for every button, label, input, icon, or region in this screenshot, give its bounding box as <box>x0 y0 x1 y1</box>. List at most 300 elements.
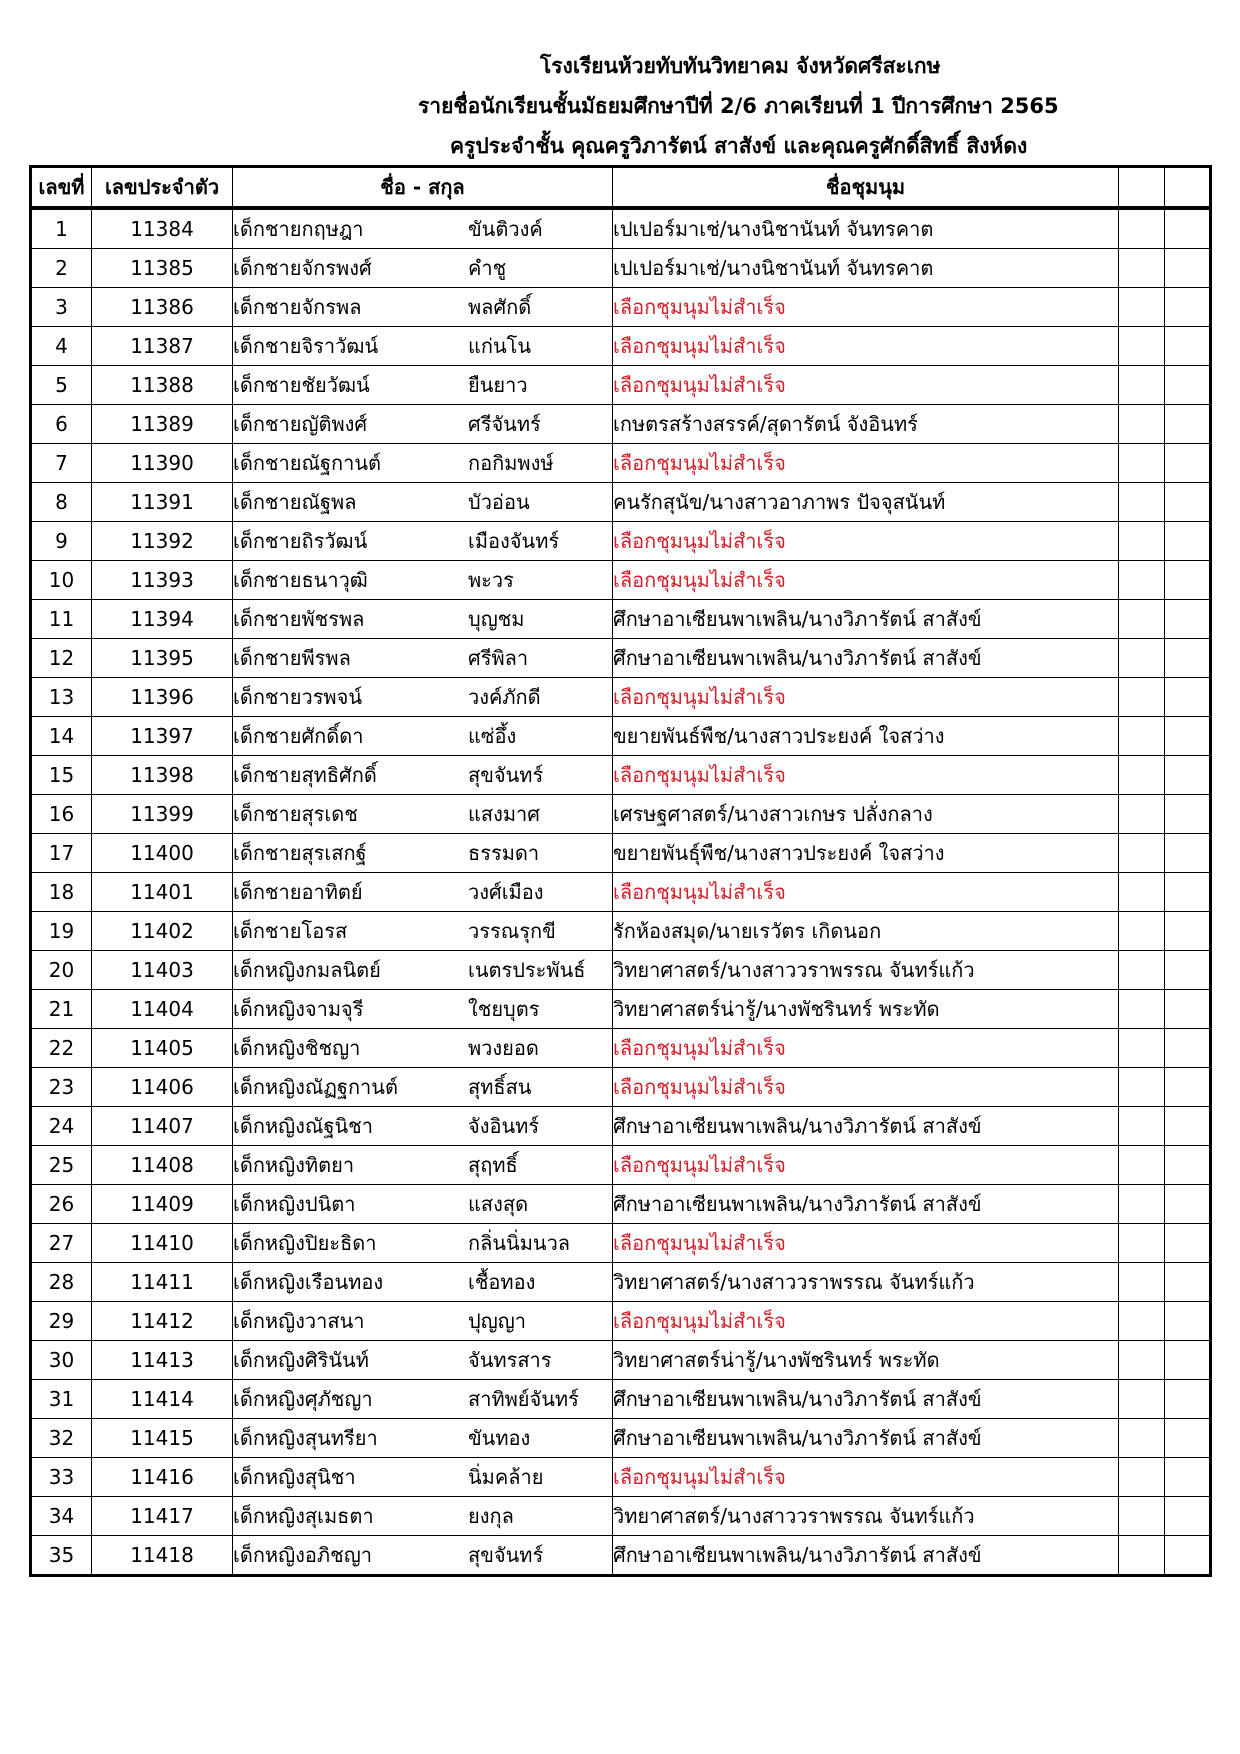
last-name: สุทธิ์สน <box>468 1075 532 1099</box>
blank-cell-2 <box>1165 249 1211 288</box>
blank-cell-1 <box>1119 208 1165 249</box>
last-name: จันทรสาร <box>468 1348 552 1372</box>
student-roster-table <box>29 165 1212 1577</box>
club-name: เปเปอร์มาเช่/นางนิชานันท์ จันทรคาต <box>613 249 1119 288</box>
table-row <box>31 639 1211 678</box>
table-row <box>31 444 1211 483</box>
blank-cell-1 <box>1119 1146 1165 1185</box>
row-number: 12 <box>31 639 92 678</box>
student-name <box>233 795 613 834</box>
table-row <box>31 600 1211 639</box>
student-id: 11389 <box>92 405 233 444</box>
last-name: เนตรประพันธ์ <box>468 958 586 982</box>
table-row <box>31 249 1211 288</box>
blank-cell-1 <box>1119 600 1165 639</box>
row-number: 9 <box>31 522 92 561</box>
club-name: เลือกชุมนุมไม่สำเร็จ <box>613 327 1119 366</box>
first-name: เด็กชายพีรพล <box>233 646 351 670</box>
last-name: พลศักดิ์ <box>468 295 532 319</box>
blank-cell-1 <box>1119 639 1165 678</box>
row-number: 5 <box>31 366 92 405</box>
col-header-number: เลขที่ <box>31 167 92 209</box>
blank-cell-2 <box>1165 1458 1211 1497</box>
student-id: 11396 <box>92 678 233 717</box>
student-name <box>233 990 613 1029</box>
row-number: 28 <box>31 1263 92 1302</box>
row-number: 19 <box>31 912 92 951</box>
blank-cell-2 <box>1165 756 1211 795</box>
student-name <box>233 873 613 912</box>
blank-cell-1 <box>1119 1302 1165 1341</box>
blank-cell-1 <box>1119 366 1165 405</box>
student-name <box>233 1107 613 1146</box>
table-row <box>31 1302 1211 1341</box>
first-name: เด็กชายจักรพล <box>233 295 362 319</box>
club-name: ศึกษาอาเซียนพาเพลิน/นางวิภารัตน์ สาสังข์ <box>613 639 1119 678</box>
first-name: เด็กชายศักดิ์ดา <box>233 724 364 748</box>
blank-cell-1 <box>1119 561 1165 600</box>
blank-cell-2 <box>1165 639 1211 678</box>
blank-cell-1 <box>1119 1458 1165 1497</box>
club-name: คนรักสุนัข/นางสาวอาภาพร ปัจจุสนันท์ <box>613 483 1119 522</box>
student-id: 11406 <box>92 1068 233 1107</box>
first-name: เด็กหญิงชิชญา <box>233 1036 361 1060</box>
first-name: เด็กชายสุรเดช <box>233 802 358 826</box>
student-name <box>233 1497 613 1536</box>
club-name: เลือกชุมนุมไม่สำเร็จ <box>613 873 1119 912</box>
club-name: เลือกชุมนุมไม่สำเร็จ <box>613 1029 1119 1068</box>
first-name: เด็กหญิงกมลนิตย์ <box>233 958 381 982</box>
blank-cell-1 <box>1119 1497 1165 1536</box>
last-name: กอกิมพงษ์ <box>468 451 554 475</box>
last-name: ใชยบุตร <box>468 997 540 1021</box>
student-id: 11384 <box>92 208 233 249</box>
student-name <box>233 327 613 366</box>
last-name: แก่นโน <box>468 334 532 358</box>
row-number: 18 <box>31 873 92 912</box>
table-row <box>31 1458 1211 1497</box>
student-id: 11407 <box>92 1107 233 1146</box>
student-id: 11400 <box>92 834 233 873</box>
student-name <box>233 951 613 990</box>
blank-cell-2 <box>1165 483 1211 522</box>
row-number: 17 <box>31 834 92 873</box>
blank-cell-1 <box>1119 249 1165 288</box>
last-name: คำชู <box>468 256 507 280</box>
first-name: เด็กชายพัชรพล <box>233 607 365 631</box>
row-number: 34 <box>31 1497 92 1536</box>
student-name <box>233 405 613 444</box>
blank-cell-2 <box>1165 1029 1211 1068</box>
club-name: ศึกษาอาเซียนพาเพลิน/นางวิภารัตน์ สาสังข์ <box>613 600 1119 639</box>
table-row <box>31 1497 1211 1536</box>
student-name <box>233 1419 613 1458</box>
blank-cell-1 <box>1119 1341 1165 1380</box>
row-number: 35 <box>31 1536 92 1576</box>
table-row <box>31 873 1211 912</box>
student-id: 11401 <box>92 873 233 912</box>
last-name: สุขจันทร์ <box>468 763 544 787</box>
student-name <box>233 1458 613 1497</box>
blank-cell-1 <box>1119 1029 1165 1068</box>
col-header-student-id: เลขประจำตัว <box>92 167 233 209</box>
col-header-blank-2 <box>1165 167 1211 209</box>
student-id: 11387 <box>92 327 233 366</box>
row-number: 21 <box>31 990 92 1029</box>
row-number: 1 <box>31 208 92 249</box>
last-name: ยงกุล <box>468 1504 514 1528</box>
row-number: 23 <box>31 1068 92 1107</box>
col-header-name: ชื่อ - สกุล <box>233 167 613 209</box>
school-title: โรงเรียนห้วยทับทันวิทยาคม จังหวัดศรีสะเกษ <box>540 54 941 78</box>
club-name: เลือกชุมนุมไม่สำเร็จ <box>613 366 1119 405</box>
row-number: 30 <box>31 1341 92 1380</box>
last-name: สาทิพย์จันทร์ <box>468 1387 579 1411</box>
club-name: เปเปอร์มาเช่/นางนิชานันท์ จันทรคาต <box>613 208 1119 249</box>
first-name: เด็กชายจักรพงศ์ <box>233 256 372 280</box>
last-name: แสงมาศ <box>468 802 540 826</box>
student-id: 11388 <box>92 366 233 405</box>
first-name: เด็กชายอาทิตย์ <box>233 880 363 904</box>
blank-cell-2 <box>1165 366 1211 405</box>
table-row <box>31 1107 1211 1146</box>
blank-cell-1 <box>1119 1380 1165 1419</box>
student-name <box>233 1068 613 1107</box>
blank-cell-2 <box>1165 1185 1211 1224</box>
student-name <box>233 561 613 600</box>
first-name: เด็กชายณัฐกานต์ <box>233 451 382 475</box>
student-name <box>233 912 613 951</box>
club-name: เศรษฐศาสตร์/นางสาวเกษร ปลั่งกลาง <box>613 795 1119 834</box>
first-name: เด็กชายญัติพงศ์ <box>233 412 368 436</box>
student-name <box>233 208 613 249</box>
student-id: 11402 <box>92 912 233 951</box>
blank-cell-1 <box>1119 444 1165 483</box>
row-number: 32 <box>31 1419 92 1458</box>
row-number: 20 <box>31 951 92 990</box>
first-name: เด็กหญิงปนิตา <box>233 1192 356 1216</box>
blank-cell-2 <box>1165 1536 1211 1576</box>
club-name: เลือกชุมนุมไม่สำเร็จ <box>613 1224 1119 1263</box>
table-row <box>31 912 1211 951</box>
blank-cell-1 <box>1119 1068 1165 1107</box>
last-name: วงศ์เมือง <box>468 880 544 904</box>
club-name: เลือกชุมนุมไม่สำเร็จ <box>613 1068 1119 1107</box>
student-id: 11405 <box>92 1029 233 1068</box>
row-number: 27 <box>31 1224 92 1263</box>
table-row <box>31 1068 1211 1107</box>
row-number: 15 <box>31 756 92 795</box>
student-id: 11411 <box>92 1263 233 1302</box>
row-number: 10 <box>31 561 92 600</box>
last-name: วงค์ภักดี <box>468 685 541 709</box>
blank-cell-1 <box>1119 522 1165 561</box>
last-name: วรรณรุกขี <box>468 919 556 943</box>
table-row <box>31 951 1211 990</box>
first-name: เด็กหญิงอภิชญา <box>233 1543 372 1567</box>
blank-cell-2 <box>1165 561 1211 600</box>
student-id: 11410 <box>92 1224 233 1263</box>
row-number: 24 <box>31 1107 92 1146</box>
table-row <box>31 1380 1211 1419</box>
student-id: 11394 <box>92 600 233 639</box>
blank-cell-1 <box>1119 951 1165 990</box>
student-id: 11403 <box>92 951 233 990</box>
blank-cell-2 <box>1165 1263 1211 1302</box>
blank-cell-1 <box>1119 756 1165 795</box>
student-name <box>233 678 613 717</box>
club-name: ศึกษาอาเซียนพาเพลิน/นางวิภารัตน์ สาสังข์ <box>613 1380 1119 1419</box>
last-name: นิ่มคล้าย <box>468 1465 544 1489</box>
first-name: เด็กชายสุรเสกฐ์ <box>233 841 367 865</box>
table-body <box>31 208 1211 1576</box>
blank-cell-2 <box>1165 834 1211 873</box>
student-name <box>233 288 613 327</box>
row-number: 26 <box>31 1185 92 1224</box>
last-name: เมืองจันทร์ <box>468 529 560 553</box>
blank-cell-1 <box>1119 873 1165 912</box>
last-name: บัวอ่อน <box>468 490 530 514</box>
first-name: เด็กหญิงจามจุรี <box>233 997 364 1021</box>
col-header-club: ชื่อชุมนุม <box>613 167 1119 209</box>
last-name: เชื้อทอง <box>468 1270 536 1294</box>
student-id: 11385 <box>92 249 233 288</box>
student-id: 11417 <box>92 1497 233 1536</box>
student-name <box>233 1263 613 1302</box>
first-name: เด็กชายจิราวัฒน์ <box>233 334 379 358</box>
blank-cell-1 <box>1119 717 1165 756</box>
blank-cell-2 <box>1165 951 1211 990</box>
blank-cell-2 <box>1165 873 1211 912</box>
first-name: เด็กหญิงปิยะธิดา <box>233 1231 377 1255</box>
last-name: สุฤทธิ์ <box>468 1153 518 1177</box>
blank-cell-2 <box>1165 678 1211 717</box>
first-name: เด็กชายชัยวัฒน์ <box>233 373 370 397</box>
last-name: ธรรมดา <box>468 841 540 865</box>
row-number: 6 <box>31 405 92 444</box>
last-name: พวงยอด <box>468 1036 539 1060</box>
last-name: ศรีพิลา <box>468 646 529 670</box>
student-name <box>233 1536 613 1576</box>
table-row <box>31 208 1211 249</box>
blank-cell-1 <box>1119 678 1165 717</box>
club-name: เลือกชุมนุมไม่สำเร็จ <box>613 288 1119 327</box>
last-name: ศรีจันทร์ <box>468 412 541 436</box>
student-name <box>233 639 613 678</box>
club-name: ศึกษาอาเซียนพาเพลิน/นางวิภารัตน์ สาสังข์ <box>613 1536 1119 1576</box>
club-name: ศึกษาอาเซียนพาเพลิน/นางวิภารัตน์ สาสังข์ <box>613 1107 1119 1146</box>
first-name: เด็กชายกฤษฎา <box>233 217 364 241</box>
student-id: 11386 <box>92 288 233 327</box>
student-id: 11418 <box>92 1536 233 1576</box>
table-row <box>31 1263 1211 1302</box>
last-name: สุขจันทร์ <box>468 1543 544 1567</box>
table-row <box>31 483 1211 522</box>
student-name <box>233 717 613 756</box>
row-number: 4 <box>31 327 92 366</box>
first-name: เด็กชายโอรส <box>233 919 348 943</box>
student-id: 11391 <box>92 483 233 522</box>
first-name: เด็กหญิงวาสนา <box>233 1309 365 1333</box>
blank-cell-2 <box>1165 912 1211 951</box>
blank-cell-2 <box>1165 600 1211 639</box>
first-name: เด็กชายถิรวัฒน์ <box>233 529 368 553</box>
student-id: 11393 <box>92 561 233 600</box>
blank-cell-1 <box>1119 288 1165 327</box>
table-row <box>31 561 1211 600</box>
blank-cell-1 <box>1119 1224 1165 1263</box>
table-header-row <box>31 167 1211 209</box>
student-id: 11398 <box>92 756 233 795</box>
first-name: เด็กชายธนาวุฒิ <box>233 568 368 592</box>
club-name: วิทยาศาสตร์/นางสาววราพรรณ จันทร์แก้ว <box>613 951 1119 990</box>
blank-cell-1 <box>1119 405 1165 444</box>
table-row <box>31 717 1211 756</box>
row-number: 13 <box>31 678 92 717</box>
club-name: เลือกชุมนุมไม่สำเร็จ <box>613 522 1119 561</box>
student-name <box>233 756 613 795</box>
student-name <box>233 249 613 288</box>
student-name <box>233 1302 613 1341</box>
student-name <box>233 366 613 405</box>
blank-cell-2 <box>1165 522 1211 561</box>
blank-cell-2 <box>1165 327 1211 366</box>
blank-cell-1 <box>1119 1185 1165 1224</box>
last-name: แสงสุด <box>468 1192 529 1216</box>
club-name: รักห้องสมุด/นายเรวัตร เกิดนอก <box>613 912 1119 951</box>
club-name: ศึกษาอาเซียนพาเพลิน/นางวิภารัตน์ สาสังข์ <box>613 1185 1119 1224</box>
club-name: เลือกชุมนุมไม่สำเร็จ <box>613 444 1119 483</box>
club-name: เกษตรสร้างสรรค์/สุดารัตน์ จังอินทร์ <box>613 405 1119 444</box>
blank-cell-2 <box>1165 1068 1211 1107</box>
blank-cell-2 <box>1165 1341 1211 1380</box>
table-row <box>31 1029 1211 1068</box>
student-id: 11399 <box>92 795 233 834</box>
row-number: 11 <box>31 600 92 639</box>
club-name: ศึกษาอาเซียนพาเพลิน/นางวิภารัตน์ สาสังข์ <box>613 1419 1119 1458</box>
student-name <box>233 1146 613 1185</box>
last-name: กลิ่นนิ่มนวล <box>468 1231 571 1255</box>
first-name: เด็กหญิงสุนทรียา <box>233 1426 378 1450</box>
student-name <box>233 1341 613 1380</box>
row-number: 25 <box>31 1146 92 1185</box>
student-id: 11390 <box>92 444 233 483</box>
row-number: 7 <box>31 444 92 483</box>
last-name: แซ่อึ้ง <box>468 724 517 748</box>
row-number: 8 <box>31 483 92 522</box>
student-name <box>233 1185 613 1224</box>
first-name: เด็กชายสุทธิศักดิ์ <box>233 763 377 787</box>
table-row <box>31 1419 1211 1458</box>
blank-cell-2 <box>1165 208 1211 249</box>
table-row <box>31 990 1211 1029</box>
blank-cell-1 <box>1119 1419 1165 1458</box>
student-id: 11392 <box>92 522 233 561</box>
blank-cell-1 <box>1119 1263 1165 1302</box>
row-number: 29 <box>31 1302 92 1341</box>
blank-cell-2 <box>1165 1497 1211 1536</box>
student-id: 11409 <box>92 1185 233 1224</box>
col-header-blank-1 <box>1119 167 1165 209</box>
student-id: 11395 <box>92 639 233 678</box>
first-name: เด็กหญิงสุนิชา <box>233 1465 356 1489</box>
student-name <box>233 1029 613 1068</box>
club-name: ขยายพันธุ์พืช/นางสาวประยงค์ ใจสว่าง <box>613 834 1119 873</box>
student-name <box>233 834 613 873</box>
last-name: จังอินทร์ <box>468 1114 540 1138</box>
last-name: ขันติวงค์ <box>468 217 543 241</box>
blank-cell-2 <box>1165 990 1211 1029</box>
last-name: พะวร <box>468 568 514 592</box>
table-row <box>31 405 1211 444</box>
table-row <box>31 1536 1211 1576</box>
table-row <box>31 327 1211 366</box>
first-name: เด็กหญิงสุเมธตา <box>233 1504 374 1528</box>
blank-cell-2 <box>1165 1380 1211 1419</box>
table-row <box>31 366 1211 405</box>
student-name <box>233 444 613 483</box>
blank-cell-1 <box>1119 834 1165 873</box>
table-row <box>31 1224 1211 1263</box>
blank-cell-1 <box>1119 912 1165 951</box>
student-id: 11415 <box>92 1419 233 1458</box>
table-row <box>31 522 1211 561</box>
blank-cell-1 <box>1119 483 1165 522</box>
first-name: เด็กหญิงณัฐนิชา <box>233 1114 373 1138</box>
first-name: เด็กหญิงเรือนทอง <box>233 1270 384 1294</box>
row-number: 2 <box>31 249 92 288</box>
blank-cell-2 <box>1165 1419 1211 1458</box>
blank-cell-2 <box>1165 1107 1211 1146</box>
row-number: 3 <box>31 288 92 327</box>
blank-cell-2 <box>1165 405 1211 444</box>
student-name <box>233 1224 613 1263</box>
blank-cell-2 <box>1165 1146 1211 1185</box>
blank-cell-1 <box>1119 1536 1165 1576</box>
row-number: 31 <box>31 1380 92 1419</box>
first-name: เด็กหญิงศุภัชญา <box>233 1387 373 1411</box>
club-name: เลือกชุมนุมไม่สำเร็จ <box>613 561 1119 600</box>
student-id: 11416 <box>92 1458 233 1497</box>
last-name: ขันทอง <box>468 1426 531 1450</box>
blank-cell-1 <box>1119 795 1165 834</box>
student-name <box>233 522 613 561</box>
table-row <box>31 834 1211 873</box>
first-name: เด็กชายณัฐพล <box>233 490 357 514</box>
blank-cell-1 <box>1119 1107 1165 1146</box>
blank-cell-1 <box>1119 327 1165 366</box>
blank-cell-2 <box>1165 795 1211 834</box>
table-row <box>31 795 1211 834</box>
blank-cell-2 <box>1165 1302 1211 1341</box>
club-name: วิทยาศาสตร์/นางสาววราพรรณ จันทร์แก้ว <box>613 1497 1119 1536</box>
table-row <box>31 288 1211 327</box>
student-name <box>233 600 613 639</box>
blank-cell-1 <box>1119 990 1165 1029</box>
blank-cell-2 <box>1165 717 1211 756</box>
last-name: บุญชม <box>468 607 525 631</box>
club-name: เลือกชุมนุมไม่สำเร็จ <box>613 1146 1119 1185</box>
club-name: เลือกชุมนุมไม่สำเร็จ <box>613 1302 1119 1341</box>
club-name: วิทยาศาสตร์น่ารู้/นางพัชรินทร์ พระทัด <box>613 990 1119 1029</box>
row-number: 14 <box>31 717 92 756</box>
table-row <box>31 756 1211 795</box>
table-row <box>31 1341 1211 1380</box>
club-name: เลือกชุมนุมไม่สำเร็จ <box>613 1458 1119 1497</box>
club-name: เลือกชุมนุมไม่สำเร็จ <box>613 678 1119 717</box>
club-name: เลือกชุมนุมไม่สำเร็จ <box>613 756 1119 795</box>
club-name: ขยายพันธ์พืช/นางสาวประยงค์ ใจสว่าง <box>613 717 1119 756</box>
